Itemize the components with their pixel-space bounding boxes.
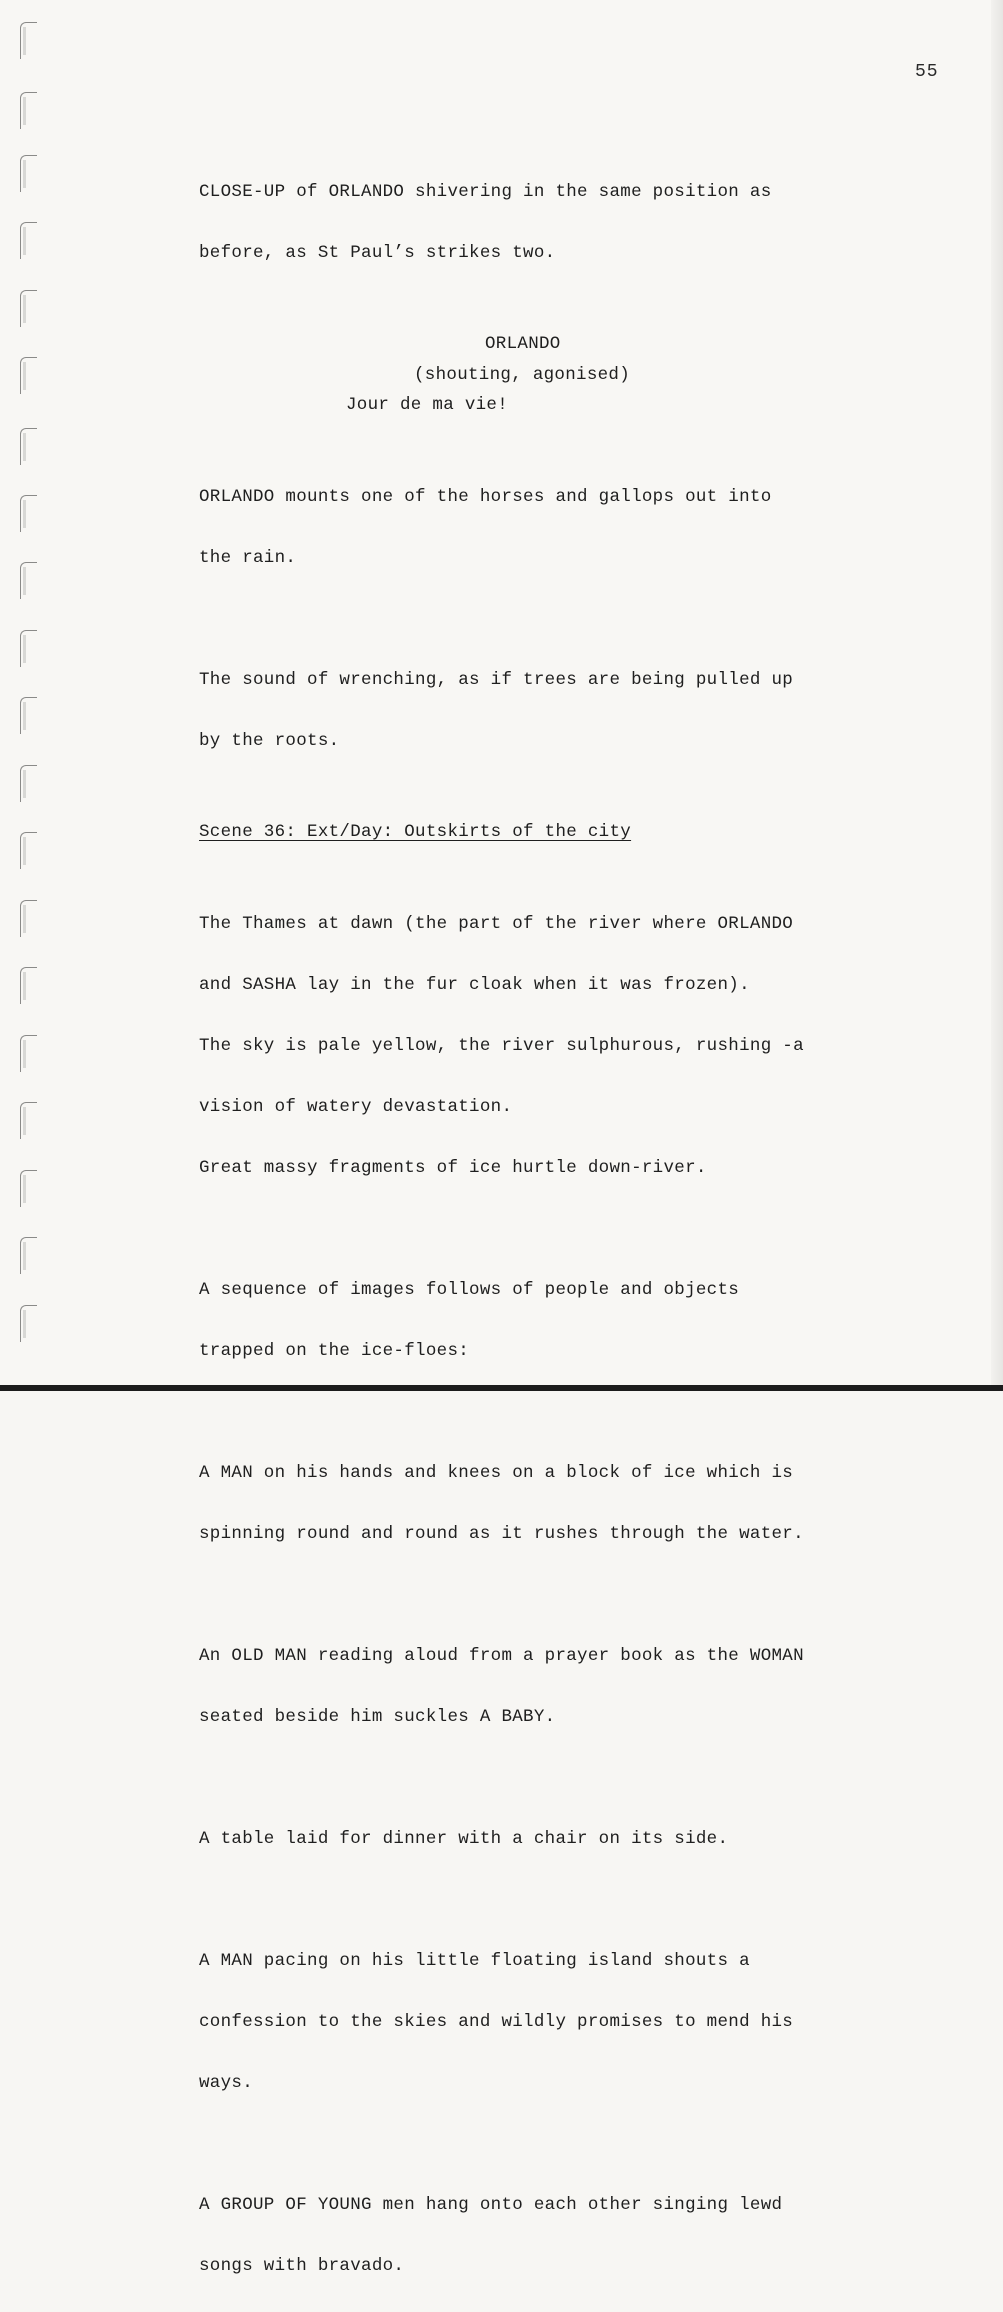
action-line: A GROUP OF YOUNG men hang onto each other singing lewd — [199, 2194, 783, 2215]
action-paragraph — [199, 146, 879, 299]
binder-ring — [20, 357, 37, 394]
binder-rings — [0, 0, 60, 1391]
scene-heading: Scene 36: Ext/Day: Outskirts of the city — [199, 822, 632, 842]
action-paragraph — [199, 2159, 879, 2312]
binder-ring — [20, 697, 37, 734]
action-line: The sound of wrenching, as if trees are being pulled up — [199, 669, 794, 690]
binder-ring — [20, 1170, 37, 1207]
binder-ring — [20, 495, 37, 532]
action-paragraph — [199, 1244, 879, 1397]
binder-ring — [20, 1035, 37, 1072]
binder-ring — [20, 155, 37, 192]
action-paragraph — [199, 1610, 879, 1763]
action-paragraph — [199, 1915, 879, 2129]
action-line: vision of watery devastation. — [199, 1096, 513, 1117]
binder-ring — [20, 832, 37, 869]
action-line: and SASHA lay in the fur cloak when it was frozen). — [199, 974, 750, 995]
scan-bottom-border — [0, 1385, 1003, 1391]
parenthetical: (shouting, agonised) — [414, 364, 631, 385]
script-body — [199, 146, 879, 2312]
dialogue: Jour de ma vie! — [346, 395, 509, 415]
action-line: CLOSE-UP of ORLANDO shivering in the same position as — [199, 181, 772, 202]
binder-ring — [20, 428, 37, 465]
action-line: confession to the skies and wildly promises to mend his — [199, 2011, 794, 2032]
action-line: A sequence of images follows of people and objects — [199, 1279, 740, 1300]
binder-ring — [20, 1102, 37, 1139]
binder-ring — [20, 222, 37, 259]
action-line: An OLD MAN reading aloud from a prayer book as the WOMAN — [199, 1645, 804, 1666]
action-line: A table laid for dinner with a chair on its side. — [199, 1828, 729, 1849]
action-line: Great massy fragments of ice hurtle down-river. — [199, 1157, 707, 1178]
action-paragraph — [199, 451, 879, 604]
action-paragraph — [199, 1793, 879, 1885]
binder-ring — [20, 290, 37, 327]
action-line: The sky is pale yellow, the river sulphurous, rushing -a — [199, 1035, 804, 1056]
action-paragraph — [199, 1427, 879, 1580]
action-line: spinning round and round as it rushes through the water. — [199, 1523, 804, 1544]
action-line: songs with bravado. — [199, 2255, 405, 2276]
action-line: the rain. — [199, 547, 297, 568]
action-line: before, as St Paul’s strikes two. — [199, 242, 556, 263]
binder-ring — [20, 562, 37, 599]
character-name: ORLANDO — [485, 334, 561, 354]
binder-ring — [20, 22, 37, 59]
binder-ring — [20, 630, 37, 667]
page-edge-shadow — [991, 0, 1003, 1391]
action-line: The Thames at dawn (the part of the river where ORLANDO — [199, 913, 794, 934]
action-line: A MAN pacing on his little floating island shouts a — [199, 1950, 750, 1971]
binder-ring — [20, 900, 37, 937]
binder-ring — [20, 1305, 37, 1342]
action-line: by the roots. — [199, 730, 340, 751]
action-paragraph — [199, 878, 879, 1214]
binder-ring — [20, 967, 37, 1004]
action-line: trapped on the ice-floes: — [199, 1340, 470, 1361]
action-line: ways. — [199, 2072, 254, 2093]
action-paragraph — [199, 634, 879, 787]
action-line: A MAN on his hands and knees on a block of ice which is — [199, 1462, 794, 1483]
action-line: seated beside him suckles A BABY. — [199, 1706, 556, 1727]
page-number: 55 — [915, 62, 939, 82]
action-line: ORLANDO mounts one of the horses and gallops out into — [199, 486, 772, 507]
binder-ring — [20, 1237, 37, 1274]
binder-ring — [20, 765, 37, 802]
binder-ring — [20, 92, 37, 129]
